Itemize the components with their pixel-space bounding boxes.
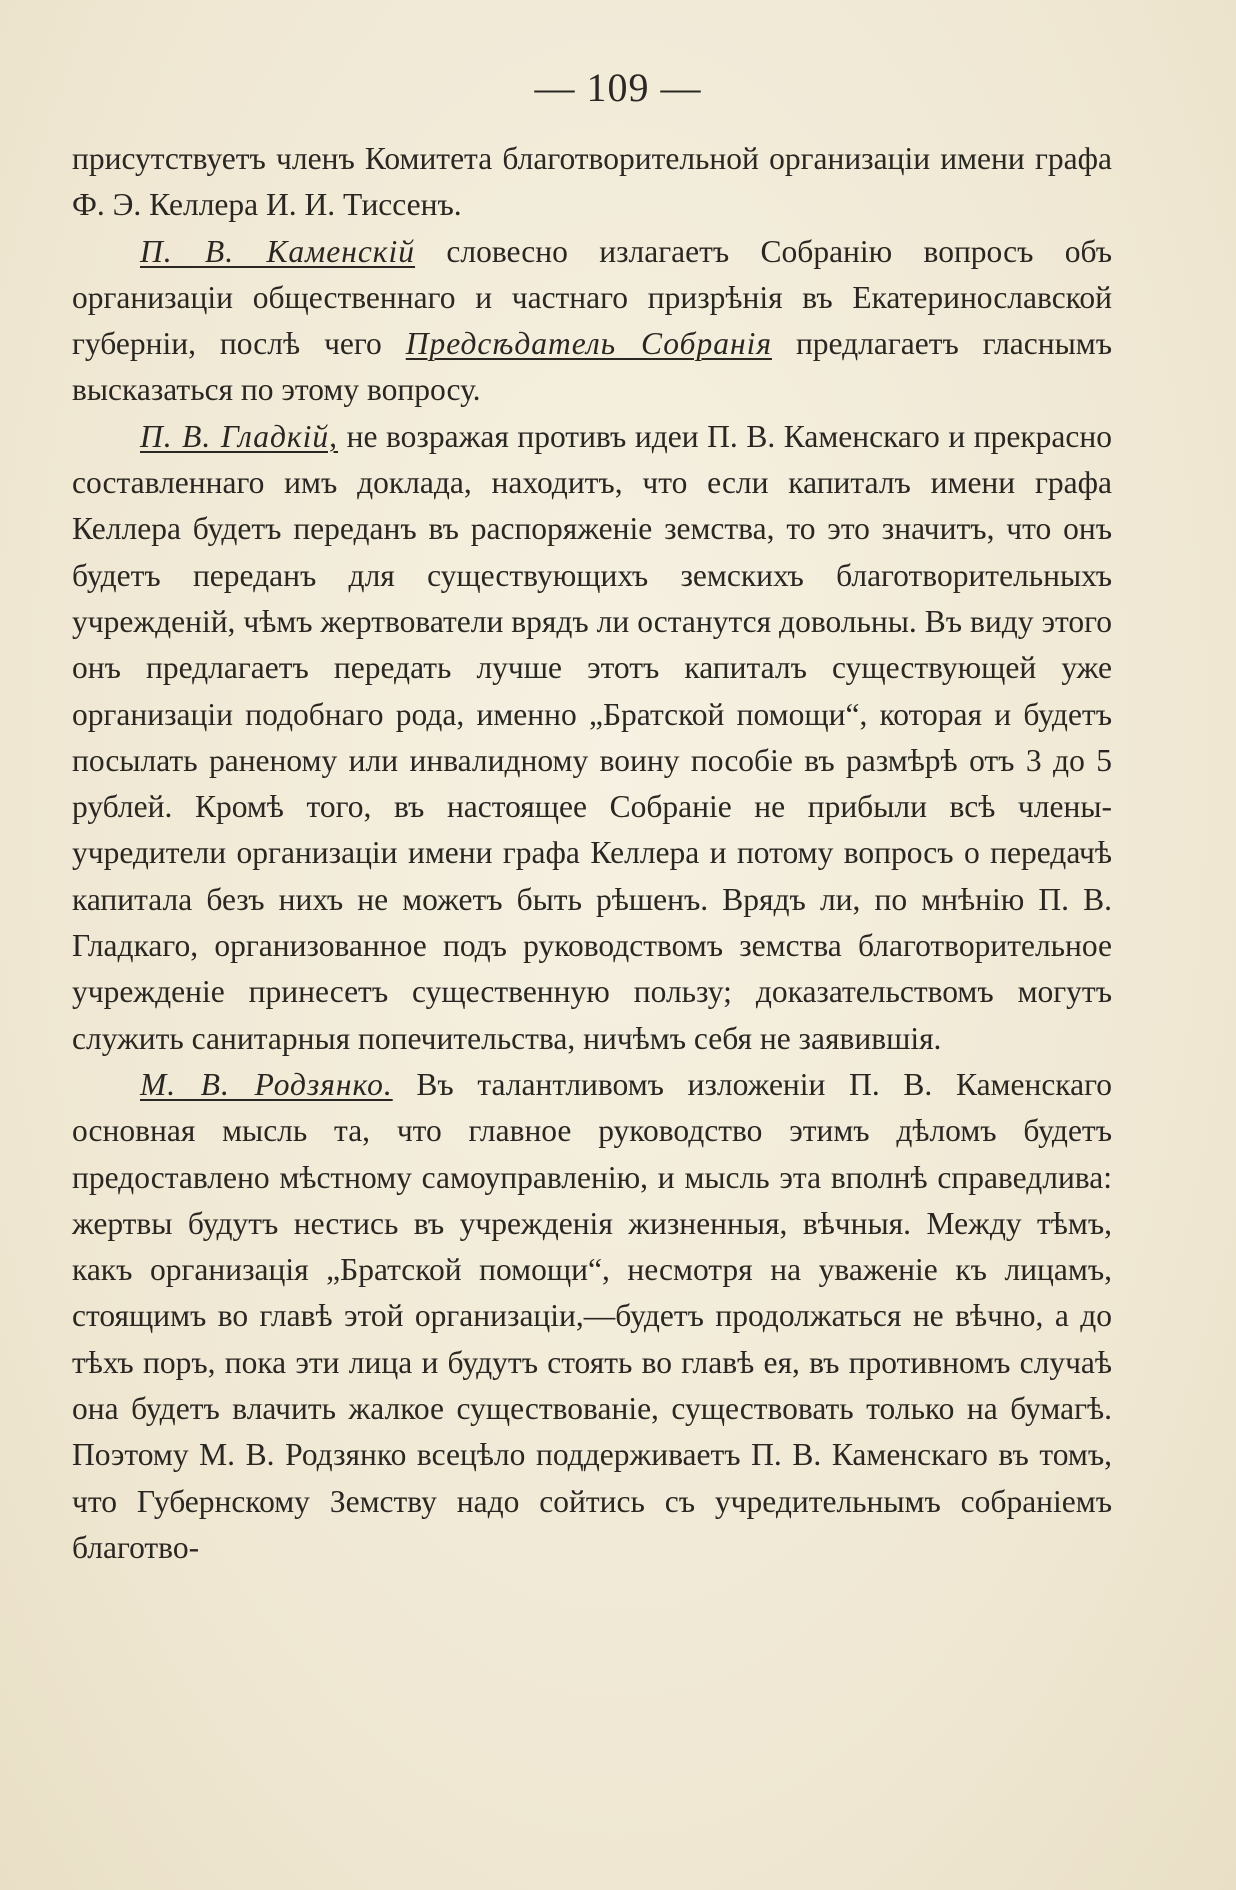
paragraph-text: присутствуетъ членъ Комитета благотворительной организаціи имени графа Ф. Э. Келлера И. И. Тиссенъ. <box>72 141 1112 223</box>
paragraph-gladky <box>72 414 1112 1062</box>
paragraph-text: предлагаетъ гласнымъ высказаться по этому вопросу. <box>72 326 1112 408</box>
body-text <box>72 136 1112 1571</box>
paragraph-kamensky <box>72 229 1112 414</box>
paragraph-text: словесно излагаетъ Собранію вопросъ объ организаціи общественнаго и частнаго призрѣнія въ Екатеринославской губерніи, послѣ чего <box>72 233 1112 362</box>
chairman-emphasis: Предсѣдатель Собранія <box>405 326 772 362</box>
paragraph-text: не возражая противъ идеи П. В. Каменскаго и прекрасно составленнаго имъ доклада, находитъ, что если капиталъ имени графа Келлера будетъ переданъ въ распоряженіе земства, то это значитъ, что онъ будетъ переданъ для существующихъ земскихъ благотворительныхъ учрежденій, чѣмъ жертвователи врядъ ли останутся довольны. Въ виду этого онъ предлагаетъ передать лучше этотъ капиталъ существующей уже организаціи подобнаго рода, именно „Братской помощи“, которая и будетъ посылать раненому или инвалидному воину пособіе въ размѣрѣ отъ 3 до 5 рублей. Кромѣ того, въ настоящее Собраніе не прибыли всѣ члены-учредители организаціи имени графа Келлера и потому вопросъ о передачѣ капитала безъ нихъ не можетъ быть рѣшенъ. Врядъ ли, по мнѣнію П. В. Гладкаго, организованное подъ руководствомъ земства благотворительное учрежденіе принесетъ существенную пользу; доказательствомъ могутъ служить санитарныя попечительства, ничѣмъ себя не заявившія. <box>72 418 1112 1056</box>
speaker-name: М. В. Родзянко. <box>140 1066 393 1102</box>
speaker-name: П. В. Гладкій, <box>140 418 339 454</box>
paragraph-text: Въ талантливомъ изложеніи П. В. Каменскаго основная мысль та, что главное руководство этимъ дѣломъ будетъ предоставлено мѣстному самоуправленію, и мысль эта вполнѣ справедлива: жертвы будутъ нестись въ учрежденія жизненныя, вѣчныя. Между тѣмъ, какъ организація „Братской помощи“, несмотря на уваженіе къ лицамъ, стоящимъ во главѣ этой организаціи,—будетъ продолжаться не вѣчно, а до тѣхъ поръ, пока эти лица и будутъ стоять во главѣ ея, въ противномъ случаѣ она будетъ влачить жалкое существованіе, существовать только на бумагѣ. Поэтому М. В. Родзянко всецѣло поддерживаетъ П. В. Каменскаго въ томъ, что Губернскому Земству надо сойтись съ учредительнымъ собраніемъ благотво- <box>72 1066 1112 1565</box>
page-number: — 109 — <box>534 65 702 110</box>
paragraph-attendance <box>72 136 1112 229</box>
speaker-name: П. В. Каменскій <box>140 233 416 269</box>
paragraph-rodzianko <box>72 1062 1112 1571</box>
